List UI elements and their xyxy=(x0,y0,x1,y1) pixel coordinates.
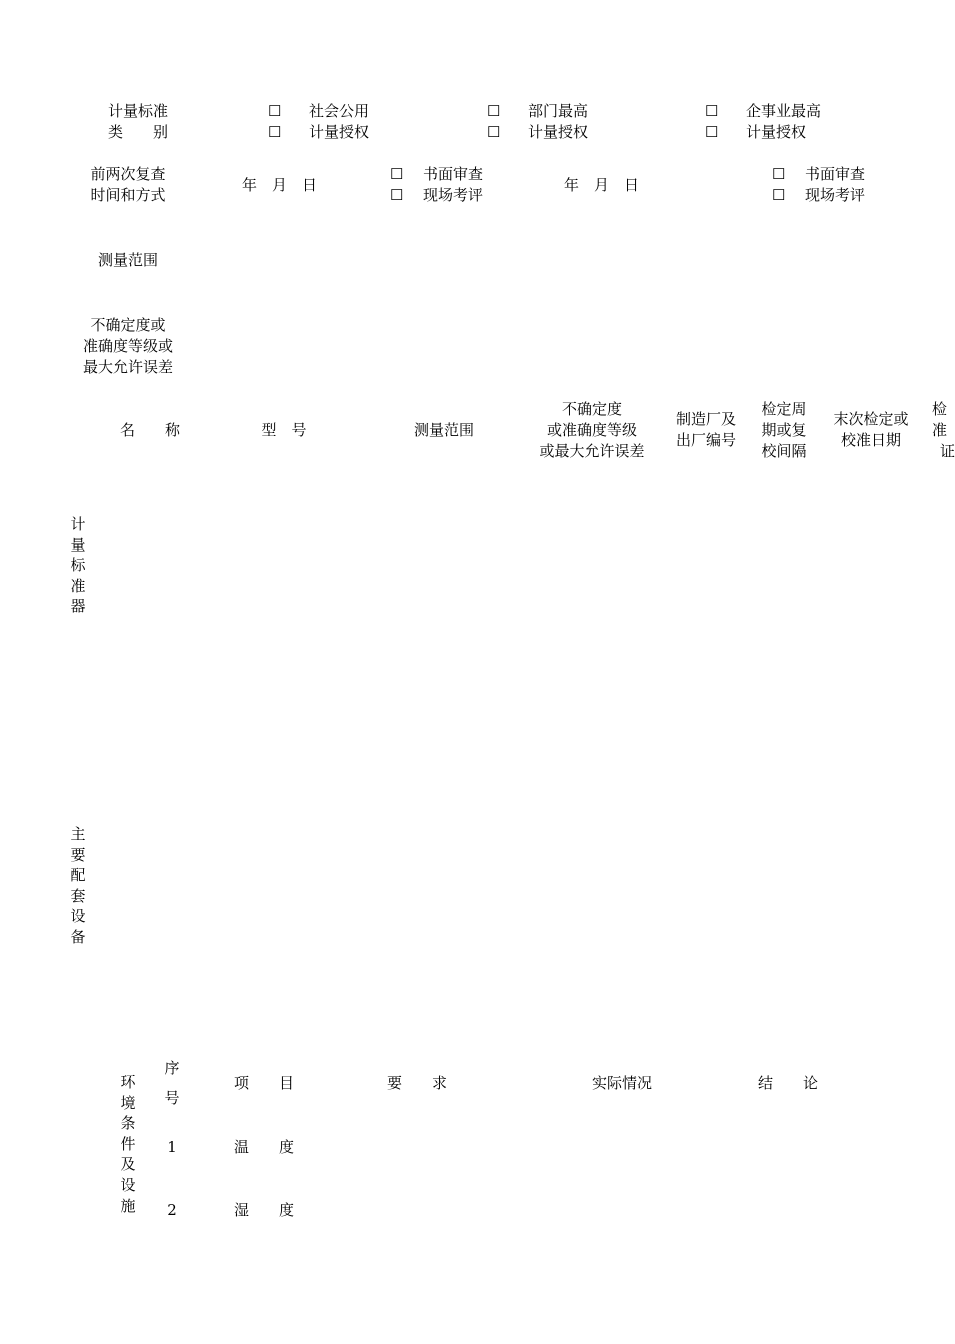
section-environment-label: 环 境 条 件 及 设 施 xyxy=(120,1073,136,1215)
header-uncertainty-line3: 或最大允许误差 xyxy=(539,442,645,460)
uncertainty-label-line3: 最大允许误差 xyxy=(82,358,173,376)
header-last-date-line1: 末次检定或 xyxy=(833,410,909,428)
uncertainty-label-line1: 不确定度或 xyxy=(90,316,166,334)
checkbox-authorized-1[interactable]: ☐ xyxy=(268,123,282,141)
env-row-1-seq: 1 xyxy=(167,1138,177,1156)
header-name: 名 称 xyxy=(119,421,180,439)
method-written-2: 书面审查 xyxy=(805,165,866,183)
uncertainty-label-line2: 准确度等级或 xyxy=(82,337,173,355)
header-range: 测量范围 xyxy=(413,421,474,439)
checkbox-enterprise-highest[interactable]: ☐ xyxy=(705,102,719,120)
header-manufacturer-line1: 制造厂及 xyxy=(675,410,736,428)
section-standard-label: 计 量 标 准 器 xyxy=(70,515,86,616)
checkbox-written-2[interactable]: ☐ xyxy=(772,165,786,183)
env-header-actual: 实际情况 xyxy=(591,1074,652,1092)
review-label-line1: 前两次复查 xyxy=(90,165,166,183)
checkbox-onsite-2[interactable]: ☐ xyxy=(772,186,786,204)
option-dept-highest: 部门最高 xyxy=(528,102,589,120)
header-cert-line2: 准 xyxy=(932,421,948,439)
method-onsite-2: 现场考评 xyxy=(805,186,866,204)
review-date-2: 年 月 日 xyxy=(564,176,640,194)
method-onsite-1: 现场考评 xyxy=(423,186,484,204)
env-header-seq-line1: 序 xyxy=(164,1059,180,1077)
header-manufacturer-line2: 出厂编号 xyxy=(675,431,736,449)
env-header-requirement: 要 求 xyxy=(387,1074,448,1092)
review-date-1: 年 月 日 xyxy=(242,176,318,194)
header-uncertainty-line1: 不确定度 xyxy=(561,400,622,418)
env-header-conclusion: 结 论 xyxy=(758,1074,819,1092)
category-label-line1: 计量标准 xyxy=(107,102,168,120)
header-last-date-line2: 校准日期 xyxy=(840,431,901,449)
measurement-range-label: 测量范围 xyxy=(97,251,158,269)
checkbox-dept-highest[interactable]: ☐ xyxy=(487,102,501,120)
env-row-2-seq: 2 xyxy=(167,1201,177,1219)
env-row-2-item: 湿 度 xyxy=(234,1201,295,1219)
checkbox-public[interactable]: ☐ xyxy=(268,102,282,120)
checkbox-authorized-3[interactable]: ☐ xyxy=(705,123,719,141)
option-authorized-3: 计量授权 xyxy=(746,123,807,141)
method-written-1: 书面审查 xyxy=(423,165,484,183)
header-cert-line3: 证 xyxy=(940,442,955,460)
category-label-line2: 类 别 xyxy=(107,123,168,141)
header-cert-line1: 检 xyxy=(932,400,948,418)
checkbox-written-1[interactable]: ☐ xyxy=(390,165,404,183)
checkbox-onsite-1[interactable]: ☐ xyxy=(390,186,404,204)
header-model: 型 号 xyxy=(261,421,307,439)
checkbox-authorized-2[interactable]: ☐ xyxy=(487,123,501,141)
env-header-item: 项 目 xyxy=(234,1074,295,1092)
header-uncertainty-line2: 或准确度等级 xyxy=(546,421,637,439)
option-enterprise-highest: 企事业最高 xyxy=(746,102,822,120)
section-aux-equipment-label: 主 要 配 套 设 备 xyxy=(70,825,86,946)
option-authorized-2: 计量授权 xyxy=(528,123,589,141)
header-period-line1: 检定周 xyxy=(761,400,807,418)
option-public: 社会公用 xyxy=(309,102,370,120)
header-period-line2: 期或复 xyxy=(761,421,807,439)
option-authorized-1: 计量授权 xyxy=(309,123,370,141)
review-label-line2: 时间和方式 xyxy=(90,186,166,204)
header-period-line3: 校间隔 xyxy=(761,442,807,460)
env-header-seq-line2: 号 xyxy=(164,1089,180,1107)
env-row-1-item: 温 度 xyxy=(234,1138,295,1156)
